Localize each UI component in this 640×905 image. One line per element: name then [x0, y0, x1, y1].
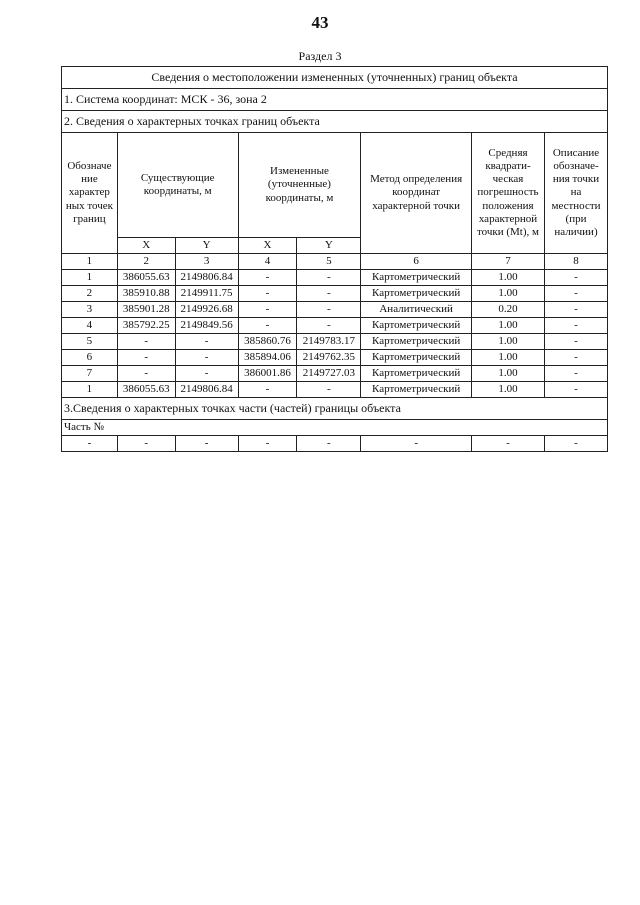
- cell-x-changed: -: [238, 270, 297, 286]
- cell-point: 1: [62, 270, 118, 286]
- table-row: [62, 382, 608, 398]
- cell-x-changed: -: [238, 286, 297, 302]
- cell-accuracy: 0.20: [471, 302, 544, 318]
- cell-y-existing: 2149849.56: [175, 318, 238, 334]
- header-changed: Измененные (уточненные) координаты, м: [238, 133, 361, 238]
- cell-point: 3: [62, 302, 118, 318]
- header-description: Описание обозначе- ния точки на местности (при наличии): [545, 133, 608, 254]
- cell-accuracy: 1.00: [471, 270, 544, 286]
- cell-description: -: [545, 366, 608, 382]
- part-cell: -: [471, 436, 544, 452]
- cell-point: 5: [62, 334, 118, 350]
- cell-y-changed: -: [297, 382, 361, 398]
- cell-accuracy: 1.00: [471, 366, 544, 382]
- cell-x-changed: -: [238, 382, 297, 398]
- col-number: 2: [117, 254, 175, 270]
- cell-description: -: [545, 302, 608, 318]
- table-row: [62, 286, 608, 302]
- cell-x-existing: 385901.28: [117, 302, 175, 318]
- cell-y-changed: 2149783.17: [297, 334, 361, 350]
- table-row: [62, 350, 608, 366]
- cell-accuracy: 1.00: [471, 382, 544, 398]
- part-row: [62, 436, 608, 452]
- part-cell: -: [175, 436, 238, 452]
- cell-description: -: [545, 350, 608, 366]
- cell-y-changed: -: [297, 302, 361, 318]
- col-number: 5: [297, 254, 361, 270]
- cell-y-changed: 2149727.03: [297, 366, 361, 382]
- section-title: Раздел 3: [298, 49, 342, 63]
- cell-y-existing: 2149926.68: [175, 302, 238, 318]
- cell-method: Картометрический: [361, 382, 472, 398]
- boundary-table: [61, 66, 608, 452]
- col-number: 6: [361, 254, 472, 270]
- cell-y-existing: -: [175, 334, 238, 350]
- col-number: 7: [471, 254, 544, 270]
- cell-x-changed: 386001.86: [238, 366, 297, 382]
- cell-point: 1: [62, 382, 118, 398]
- cell-y-changed: -: [297, 318, 361, 334]
- cell-x-existing: 386055.63: [117, 270, 175, 286]
- cell-x-existing: 385792.25: [117, 318, 175, 334]
- header-designation: Обозначе ние характер ных точек границ: [62, 133, 118, 254]
- cell-accuracy: 1.00: [471, 334, 544, 350]
- page-number: 43: [311, 13, 329, 32]
- header-existing: Существующие координаты, м: [117, 133, 238, 238]
- cell-method: Картометрический: [361, 366, 472, 382]
- col-number: 4: [238, 254, 297, 270]
- cell-y-existing: -: [175, 350, 238, 366]
- cell-method: Картометрический: [361, 350, 472, 366]
- cell-method: Картометрический: [361, 286, 472, 302]
- col-number: 1: [62, 254, 118, 270]
- cell-y-changed: 2149762.35: [297, 350, 361, 366]
- cell-description: -: [545, 382, 608, 398]
- cell-method: Картометрический: [361, 334, 472, 350]
- cell-y-existing: 2149911.75: [175, 286, 238, 302]
- cell-accuracy: 1.00: [471, 350, 544, 366]
- cell-x-existing: -: [117, 334, 175, 350]
- cell-method: Аналитический: [361, 302, 472, 318]
- cell-point: 6: [62, 350, 118, 366]
- header-x-existing: X: [117, 238, 175, 254]
- part-cell: -: [361, 436, 472, 452]
- part-cell: -: [62, 436, 118, 452]
- part-label: Часть №: [62, 420, 608, 436]
- header-accuracy: Средняя квадрати- ческая погрешность положения характерной точки (Mt), м: [471, 133, 544, 254]
- cell-method: Картометрический: [361, 318, 472, 334]
- table-row: [62, 318, 608, 334]
- cell-x-existing: -: [117, 350, 175, 366]
- table-title: Сведения о местоположении измененных (уточненных) границ объекта: [62, 67, 608, 89]
- part-cell: -: [545, 436, 608, 452]
- header-y-existing: Y: [175, 238, 238, 254]
- cell-x-changed: -: [238, 302, 297, 318]
- cell-point: 7: [62, 366, 118, 382]
- coord-system: 1. Система координат: МСК - 36, зона 2: [62, 89, 608, 111]
- col-number: 8: [545, 254, 608, 270]
- part-cell: -: [238, 436, 297, 452]
- cell-point: 2: [62, 286, 118, 302]
- cell-accuracy: 1.00: [471, 318, 544, 334]
- cell-x-changed: 385894.06: [238, 350, 297, 366]
- table-row: [62, 302, 608, 318]
- cell-point: 4: [62, 318, 118, 334]
- cell-x-changed: 385860.76: [238, 334, 297, 350]
- table-row: [62, 334, 608, 350]
- cell-y-existing: 2149806.84: [175, 270, 238, 286]
- cell-accuracy: 1.00: [471, 286, 544, 302]
- part-heading: 3.Сведения о характерных точках части (частей) границы объекта: [62, 398, 608, 420]
- cell-y-existing: -: [175, 366, 238, 382]
- header-method: Метод определения координат характерной точки: [361, 133, 472, 254]
- col-number: 3: [175, 254, 238, 270]
- cell-description: -: [545, 334, 608, 350]
- part-cell: -: [117, 436, 175, 452]
- cell-y-changed: -: [297, 286, 361, 302]
- cell-x-changed: -: [238, 318, 297, 334]
- cell-description: -: [545, 286, 608, 302]
- cell-x-existing: -: [117, 366, 175, 382]
- cell-y-existing: 2149806.84: [175, 382, 238, 398]
- cell-y-changed: -: [297, 270, 361, 286]
- cell-description: -: [545, 270, 608, 286]
- part-cell: -: [297, 436, 361, 452]
- header-x-changed: X: [238, 238, 297, 254]
- cell-method: Картометрический: [361, 270, 472, 286]
- cell-x-existing: 385910.88: [117, 286, 175, 302]
- points-heading: 2. Сведения о характерных точках границ объекта: [62, 111, 608, 133]
- cell-x-existing: 386055.63: [117, 382, 175, 398]
- table-row: [62, 270, 608, 286]
- cell-description: -: [545, 318, 608, 334]
- table-row: [62, 366, 608, 382]
- header-y-changed: Y: [297, 238, 361, 254]
